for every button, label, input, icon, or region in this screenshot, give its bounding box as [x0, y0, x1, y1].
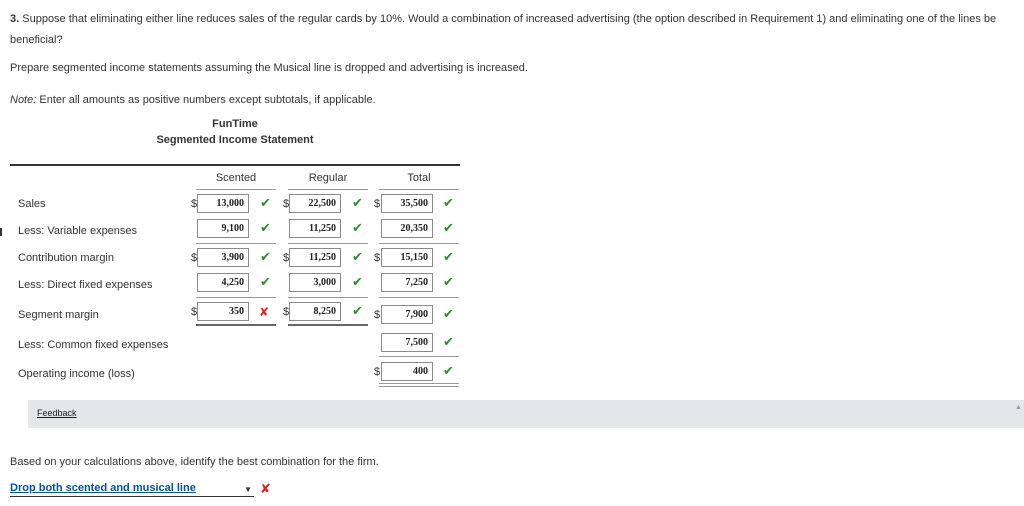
segment-margin-total-input[interactable]: 7,900 [381, 305, 433, 324]
variable-expenses-total-input[interactable]: 20,350 [381, 219, 433, 238]
subtotal-rule [196, 243, 276, 244]
check-icon: ✔ [260, 274, 271, 289]
check-icon: ✔ [443, 220, 454, 235]
double-underline-bottom [379, 386, 459, 387]
best-combination-select[interactable] [10, 482, 254, 497]
common-fixed-total-input[interactable]: 7,500 [381, 333, 433, 352]
check-icon: ✔ [443, 334, 454, 349]
header-underline-scented [196, 189, 276, 190]
question-body: Suppose that eliminating either line reduces sales of the regular cards by 10%. Would a combination of increased advertising (the option described in Requirement 1) and eliminating one of the lines be beneficial? [10, 13, 997, 46]
direct-fixed-regular-input[interactable]: 3,000 [289, 273, 341, 292]
check-icon: ✔ [443, 274, 454, 289]
dollar-sign: $ [191, 198, 198, 210]
contribution-margin-scented-input[interactable]: 3,900 [197, 248, 249, 267]
subtotal-rule [379, 243, 459, 244]
check-icon: ✔ [352, 195, 363, 210]
subtotal-rule [288, 297, 368, 298]
best-combination-prompt: Based on your calculations above, identify the best combination for the firm. [10, 456, 379, 468]
dollar-sign: $ [374, 309, 381, 321]
check-icon: ✔ [443, 249, 454, 264]
statement-title: Segmented Income Statement [156, 134, 314, 146]
row-label-variable-expenses: Less: Variable expenses [18, 225, 138, 237]
x-icon: ✘ [260, 481, 271, 496]
sales-total-input[interactable]: 35,500 [381, 194, 433, 213]
check-icon: ✔ [260, 220, 271, 235]
segment-margin-scented-input[interactable]: 350 [197, 302, 249, 321]
dollar-sign: $ [374, 366, 381, 378]
feedback-bar [28, 400, 1024, 428]
contribution-margin-regular-input[interactable]: 11,250 [289, 248, 341, 267]
double-underline [196, 324, 276, 326]
contribution-margin-total-input[interactable]: 15,150 [381, 248, 433, 267]
direct-fixed-scented-input[interactable]: 4,250 [197, 273, 249, 292]
segment-margin-regular-input[interactable]: 8,250 [289, 302, 341, 321]
note [10, 94, 376, 106]
row-label-contribution-margin: Contribution margin [18, 252, 114, 264]
company-name: FunTime [212, 118, 258, 130]
note-label: Note: [10, 94, 37, 106]
subtotal-rule [196, 297, 276, 298]
row-label-segment-margin: Segment margin [18, 309, 99, 321]
double-underline-top [379, 383, 459, 384]
row-label-common-fixed: Less: Common fixed expenses [18, 339, 169, 351]
check-icon: ✔ [352, 303, 363, 318]
feedback-link[interactable]: Feedback [37, 408, 77, 418]
question-text [10, 9, 1022, 51]
table-top-rule [10, 164, 460, 166]
note-text: Enter all amounts as positive numbers except subtotals, if applicable. [39, 94, 376, 106]
check-icon: ✔ [443, 306, 454, 321]
variable-expenses-scented-input[interactable]: 9,100 [197, 219, 249, 238]
variable-expenses-regular-input[interactable]: 11,250 [289, 219, 341, 238]
left-margin-marker [0, 228, 2, 236]
best-combination-selected: Drop both scented and musical line [10, 482, 196, 494]
column-header-regular: Regular [308, 172, 348, 184]
dollar-sign: $ [191, 252, 198, 264]
double-underline [288, 324, 368, 326]
header-underline-regular [288, 189, 368, 190]
direct-fixed-total-input[interactable]: 7,250 [381, 273, 433, 292]
dollar-sign: $ [374, 252, 381, 264]
dollar-sign: $ [283, 252, 290, 264]
check-icon: ✔ [443, 363, 454, 378]
check-icon: ✔ [443, 195, 454, 210]
row-label-sales: Sales [18, 198, 46, 210]
operating-income-total-input[interactable]: 400 [381, 362, 433, 381]
subtotal-rule [288, 243, 368, 244]
header-underline-total [379, 189, 459, 190]
dollar-sign: $ [191, 306, 198, 318]
dollar-sign: $ [374, 198, 381, 210]
sales-regular-input[interactable]: 22,500 [289, 194, 341, 213]
question-number: 3. [10, 13, 20, 25]
column-header-scented: Scented [215, 172, 257, 184]
dollar-sign: $ [283, 306, 290, 318]
column-header-total: Total [407, 172, 431, 184]
subtotal-rule [379, 356, 459, 357]
check-icon: ✔ [260, 195, 271, 210]
row-label-operating-income: Operating income (loss) [18, 368, 135, 380]
subtotal-rule [379, 297, 459, 298]
check-icon: ✔ [352, 249, 363, 264]
chevron-down-icon: ▼ [244, 485, 252, 494]
instruction-text: Prepare segmented income statements assuming the Musical line is dropped and advertising is increased. [10, 62, 528, 74]
scroll-up-icon[interactable]: ▲ [1015, 404, 1022, 411]
dollar-sign: $ [283, 198, 290, 210]
row-label-direct-fixed: Less: Direct fixed expenses [18, 279, 153, 291]
check-icon: ✔ [352, 220, 363, 235]
sales-scented-input[interactable]: 13,000 [197, 194, 249, 213]
check-icon: ✔ [260, 249, 271, 264]
x-icon: ✘ [259, 305, 270, 319]
check-icon: ✔ [352, 274, 363, 289]
